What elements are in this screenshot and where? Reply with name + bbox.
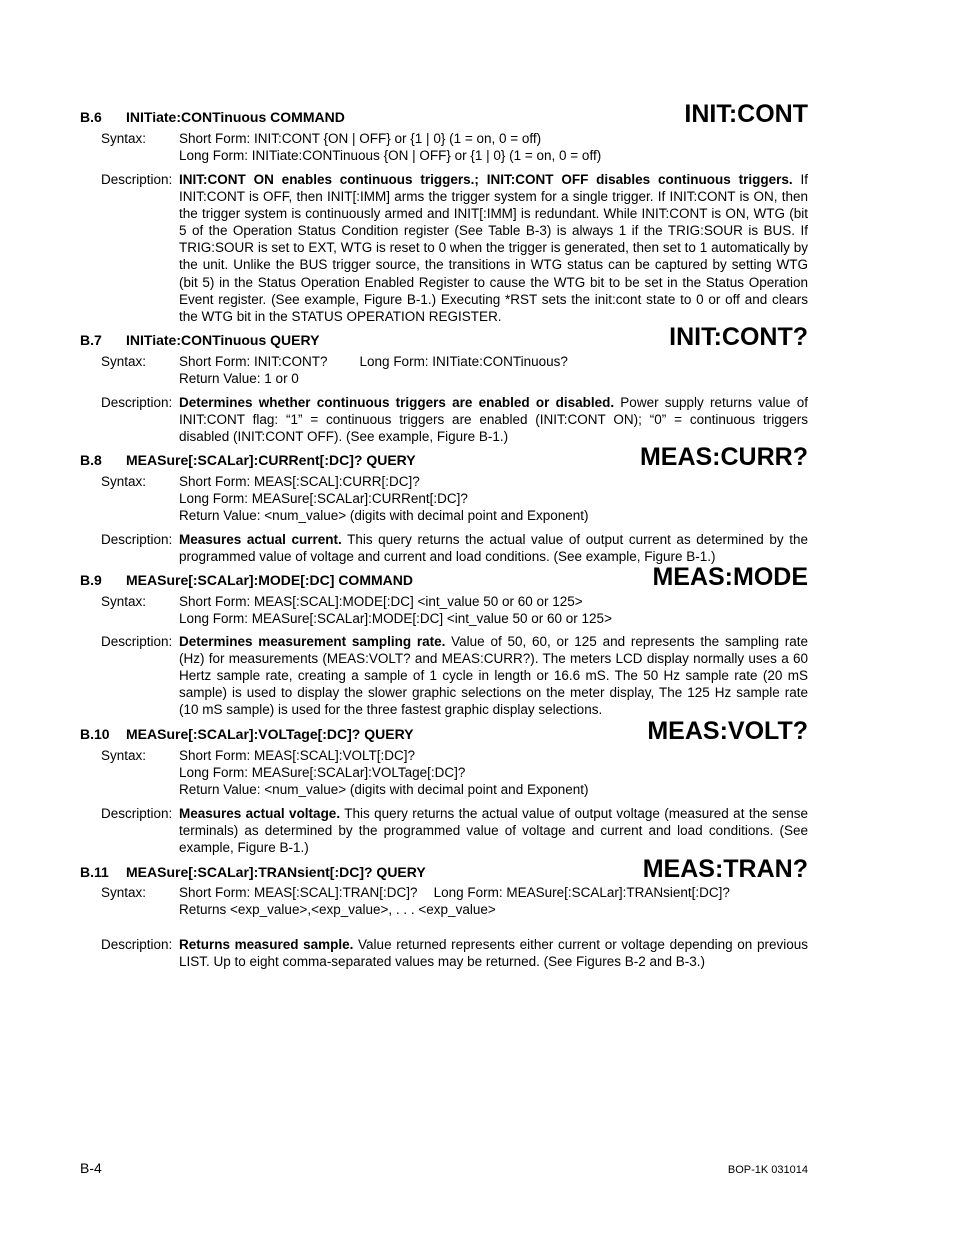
description-label: Description:: [101, 937, 173, 952]
description-label: Description:: [101, 532, 173, 547]
section-number: B.6: [80, 109, 102, 125]
section-heading: [80, 726, 414, 743]
description-label: Description:: [101, 172, 173, 187]
description-body: Value of 50, 60, or 125 and represents the sampling rate (Hz) for measurements (MEAS:VOLT? and MEAS:CURR?). The meters LCD display normally uses a 60 Hertz sample rate, creating a sample of 1 cycle in length or 16.6 mS. The 50 Hz sample rate (20 mS sample) is used to display the slower graphic selections on the meter display, The 125 Hz sample rate (10 mS sample) is used for the three fastest graphic display selections.: [179, 634, 808, 718]
section-number: B.8: [80, 452, 102, 468]
description-lead: INIT:CONT ON enables continuous triggers.; INIT:CONT OFF disables continuous triggers.: [179, 172, 793, 187]
command-title: MEAS:TRAN?: [642, 855, 808, 883]
section-number: B.10: [80, 726, 110, 742]
syntax-line: Short Form: MEAS[:SCAL]:MODE[:DC] <int_value 50 or 60 or 125>: [179, 594, 583, 609]
description-body: Value returned represents either current or voltage depending on previous LIST. Up to eight comma-separated values may be returned. (See Figures B-2 and B-3.): [179, 937, 808, 970]
section-number: B.11: [80, 864, 109, 880]
syntax-short: Short Form: MEAS[:SCAL]:TRAN[:DC]?: [179, 885, 418, 900]
section-heading: [80, 572, 413, 589]
syntax-line: Long Form: MEASure[:SCALar]:CURRent[:DC]?: [179, 491, 468, 507]
command-title: MEAS:MODE: [652, 563, 808, 591]
description-text: [179, 936, 808, 970]
description-text: [179, 531, 808, 565]
description-lead: Measures actual voltage.: [179, 806, 341, 821]
section-title: MEASure[:SCALar]:VOLTage[:DC]? QUERY: [126, 726, 414, 742]
description-body: Power supply returns value of INIT:CONT flag: “1” = continuous triggers are enabled (INIT:CONT ON); “0” = continuous triggers disabled (INIT:CONT OFF). (See example, Figure B-1.): [179, 395, 808, 445]
syntax-return: Return Value: 1 or 0: [179, 371, 299, 387]
command-title: INIT:CONT?: [669, 323, 808, 351]
syntax-block: [179, 130, 808, 164]
description-body: If INIT:CONT is OFF, then INIT[:IMM] arms the trigger system for a single trigger. If INIT:CONT is ON, then the trigger system is continuously armed and INIT[:IMM] is redundant. While INIT:CONT is ON, WTG (bit 5 of the Operation Status Condition register (See Table B-3) is always 1 if the TRIG:SOUR is BUS. If TRIG:SOUR is set to EXT, WTG is reset to 0 when the trigger is generated, then set to 1 automatically by the unit. Unlike the BUS trigger source, the transitions in WTG status can be captured by setting WTG (bit 5) in the Status Operation Enabled Register to cause the WTG bit to be set in the Status Operation Event register. (See example, Figure B-1.) Executing *RST sets the init:cont state to 0 or off and clears the WTG bit in the STATUS OPERATION REGISTER.: [179, 172, 808, 324]
page-number: B-4: [80, 1160, 102, 1176]
description-label: Description:: [101, 806, 173, 821]
syntax-label: Syntax:: [101, 594, 147, 609]
syntax-block: [179, 884, 808, 918]
section-heading: [80, 864, 426, 881]
syntax-return: Returns <exp_value>,<exp_value>, . . . <exp_value>: [179, 902, 496, 918]
section-number: B.7: [80, 332, 102, 348]
description-text: [179, 633, 808, 718]
description-body: This query returns the actual value of output current as determined by the programmed value of voltage and current and load conditions. (See example, Figure B-1.): [179, 532, 808, 565]
description-lead: Determines measurement sampling rate.: [179, 634, 446, 649]
syntax-line: Short Form: MEAS[:SCAL]:VOLT[:DC]?: [179, 748, 416, 763]
section-title: MEASure[:SCALar]:CURRent[:DC]? QUERY: [126, 452, 416, 468]
syntax-long: Long Form: MEASure[:SCALar]:TRANsient[:DC]?: [433, 885, 730, 900]
section-heading: [80, 109, 345, 126]
syntax-label: Syntax:: [101, 131, 147, 146]
description-label: Description:: [101, 634, 173, 649]
syntax-line: Long Form: INITiate:CONTinuous {ON | OFF} or {1 | 0} (1 = on, 0 = off): [179, 148, 602, 164]
syntax-label: Syntax:: [101, 748, 147, 763]
section-title: MEASure[:SCALar]:TRANsient[:DC]? QUERY: [126, 864, 426, 880]
description-label: Description:: [101, 395, 173, 410]
command-title: INIT:CONT: [684, 100, 808, 128]
section-title: INITiate:CONTinuous COMMAND: [126, 109, 345, 125]
syntax-block: [179, 747, 808, 798]
description-body: This query returns the actual value of output voltage (measured at the sense terminals) as determined by the programmed value of voltage and current and load conditions. (See example, Figure B-1.): [179, 806, 808, 856]
section-number: B.9: [80, 572, 102, 588]
syntax-line: Return Value: <num_value> (digits with decimal point and Exponent): [179, 508, 589, 524]
syntax-block: [179, 593, 808, 627]
syntax-label: Syntax:: [101, 474, 147, 489]
description-text: [179, 805, 808, 856]
command-title: MEAS:CURR?: [639, 443, 808, 471]
command-title: MEAS:VOLT?: [647, 717, 808, 745]
syntax-line: Short Form: INIT:CONT {ON | OFF} or {1 | 0} (1 = on, 0 = off): [179, 131, 542, 146]
section-title: MEASure[:SCALar]:MODE[:DC] COMMAND: [126, 572, 413, 588]
syntax-line: Long Form: MEASure[:SCALar]:MODE[:DC] <int_value 50 or 60 or 125>: [179, 611, 612, 627]
section-heading: [80, 452, 416, 469]
syntax-block: [179, 473, 808, 524]
document-id: BOP-1K 031014: [727, 1164, 808, 1176]
syntax-line: Return Value: <num_value> (digits with decimal point and Exponent): [179, 782, 589, 798]
description-lead: Determines whether continuous triggers are enabled or disabled.: [179, 395, 615, 410]
syntax-block: [179, 353, 808, 387]
description-text: [179, 171, 808, 325]
description-text: [179, 394, 808, 445]
syntax-line: Long Form: MEASure[:SCALar]:VOLTage[:DC]?: [179, 765, 466, 781]
syntax-label: Syntax:: [101, 885, 147, 900]
section-title: INITiate:CONTinuous QUERY: [126, 332, 320, 348]
syntax-line: Short Form: MEAS[:SCAL]:CURR[:DC]?: [179, 474, 420, 489]
description-lead: Measures actual current.: [179, 532, 342, 547]
syntax-short: Short Form: INIT:CONT?: [179, 354, 328, 369]
description-lead: Returns measured sample.: [179, 937, 354, 952]
section-heading: [80, 332, 319, 349]
syntax-long: Long Form: INITiate:CONTinuous?: [359, 354, 568, 369]
syntax-label: Syntax:: [101, 354, 147, 369]
